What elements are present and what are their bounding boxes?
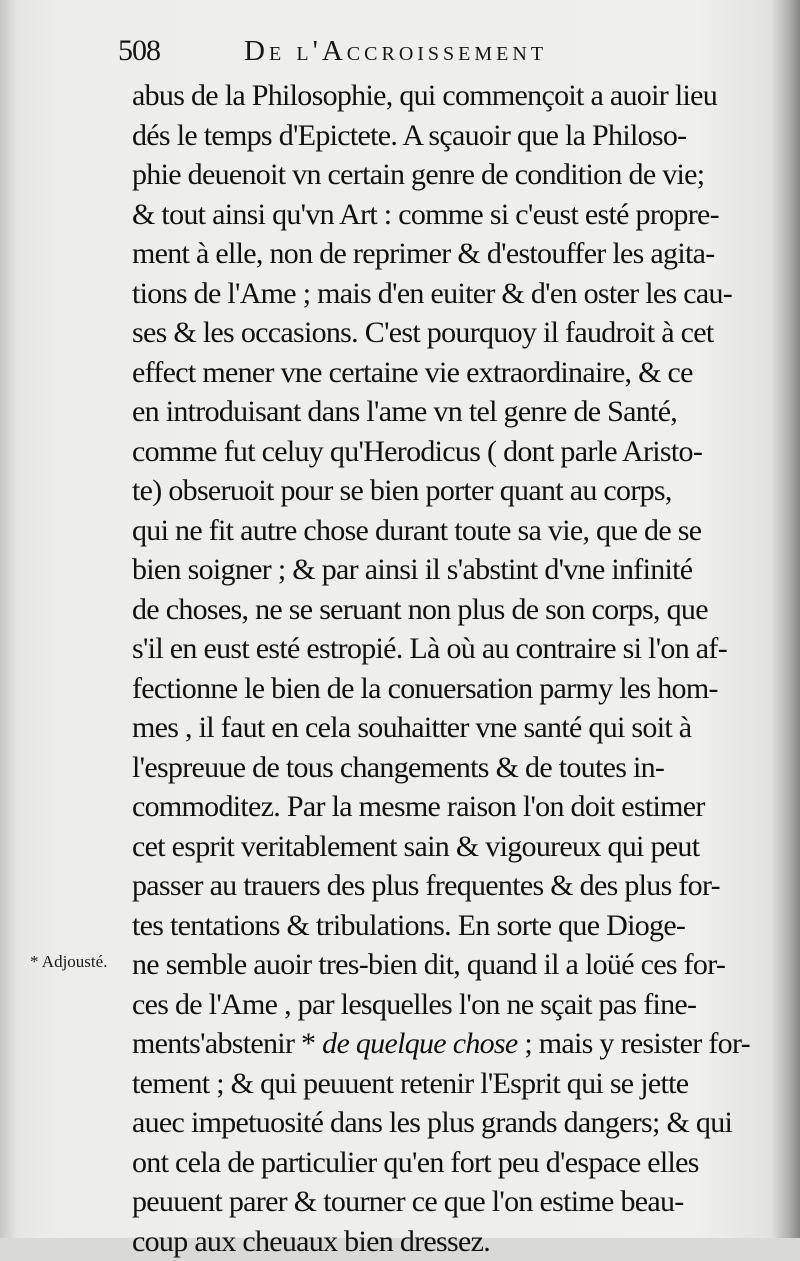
text-line: tes tentations & tribulations. En sorte que Dioge- bbox=[132, 906, 737, 946]
body-text bbox=[132, 76, 737, 1261]
text-line: passer au trauers des plus frequentes & des plus for- bbox=[132, 866, 737, 906]
text-line: mes , il faut en cela souhaitter vne santé qui soit à bbox=[132, 708, 737, 748]
italic-phrase: de quelque chose bbox=[322, 1027, 517, 1060]
page-number: 508 bbox=[118, 34, 160, 68]
text-line: phie deuenoit vn certain genre de condition de vie; bbox=[132, 155, 737, 195]
text-line: comme fut celuy qu'Herodicus ( dont parle Aristo- bbox=[132, 432, 737, 472]
text-line: te) obseruoit pour se bien porter quant au corps, bbox=[132, 471, 737, 511]
page-header bbox=[118, 34, 588, 74]
text-line: cet esprit veritablement sain & vigoureux qui peut bbox=[132, 827, 737, 867]
text-segment: ; mais y resister for- bbox=[518, 1027, 750, 1060]
text-line: & tout ainsi qu'vn Art : comme si c'eust esté propre- bbox=[132, 195, 737, 235]
text-line: tement ; & qui peuuent retenir l'Esprit qui se jette bbox=[132, 1064, 737, 1104]
text-line: fectionne le bien de la conuersation parmy les hom- bbox=[132, 669, 737, 709]
text-line: ont cela de particulier qu'en fort peu d'espace elles bbox=[132, 1143, 737, 1183]
text-line: s'il en eust esté estropié. Là où au contraire si l'on af- bbox=[132, 629, 737, 669]
margin-note: * Adjousté. bbox=[30, 952, 107, 972]
text-line: qui ne fit autre chose durant toute sa vie, que de se bbox=[132, 511, 737, 551]
page-gutter-shadow bbox=[772, 0, 800, 1238]
text-line: ses & les occasions. C'est pourquoy il faudroit à cet bbox=[132, 313, 737, 353]
text-line: tions de l'Ame ; mais d'en euiter & d'en oster les cau- bbox=[132, 274, 737, 314]
text-line: effect mener vne certaine vie extraordinaire, & ce bbox=[132, 353, 737, 393]
text-line: bien soigner ; & par ainsi il s'abstint d'vne infinité bbox=[132, 550, 737, 590]
text-line: ment à elle, non de reprimer & d'estouffer les agita- bbox=[132, 234, 737, 274]
running-head: De l'Accroissement bbox=[244, 35, 547, 68]
text-segment: ments'abstenir * bbox=[132, 1027, 322, 1060]
text-line: en introduisant dans l'ame vn tel genre de Santé, bbox=[132, 392, 737, 432]
text-line: peuuent parer & tourner ce que l'on estime beau- bbox=[132, 1182, 737, 1222]
text-line: commoditez. Par la mesme raison l'on doit estimer bbox=[132, 787, 737, 827]
text-line: de choses, ne se seruant non plus de son corps, que bbox=[132, 590, 737, 630]
text-line-with-italic bbox=[132, 1024, 737, 1064]
text-line: ces de l'Ame , par lesquelles l'on ne sçait pas fine- bbox=[132, 985, 737, 1025]
text-line: coup aux cheuaux bien dressez. bbox=[132, 1222, 737, 1261]
text-line: l'espreuue de tous changements & de toutes in- bbox=[132, 748, 737, 788]
text-line: dés le temps d'Epictete. A sçauoir que la Philoso- bbox=[132, 116, 737, 156]
text-line: auec impetuosité dans les plus grands dangers; & qui bbox=[132, 1103, 737, 1143]
text-line: abus de la Philosophie, qui commençoit a auoir lieu bbox=[132, 76, 737, 116]
text-line: ne semble auoir tres-bien dit, quand il a loüé ces for- bbox=[132, 945, 737, 985]
